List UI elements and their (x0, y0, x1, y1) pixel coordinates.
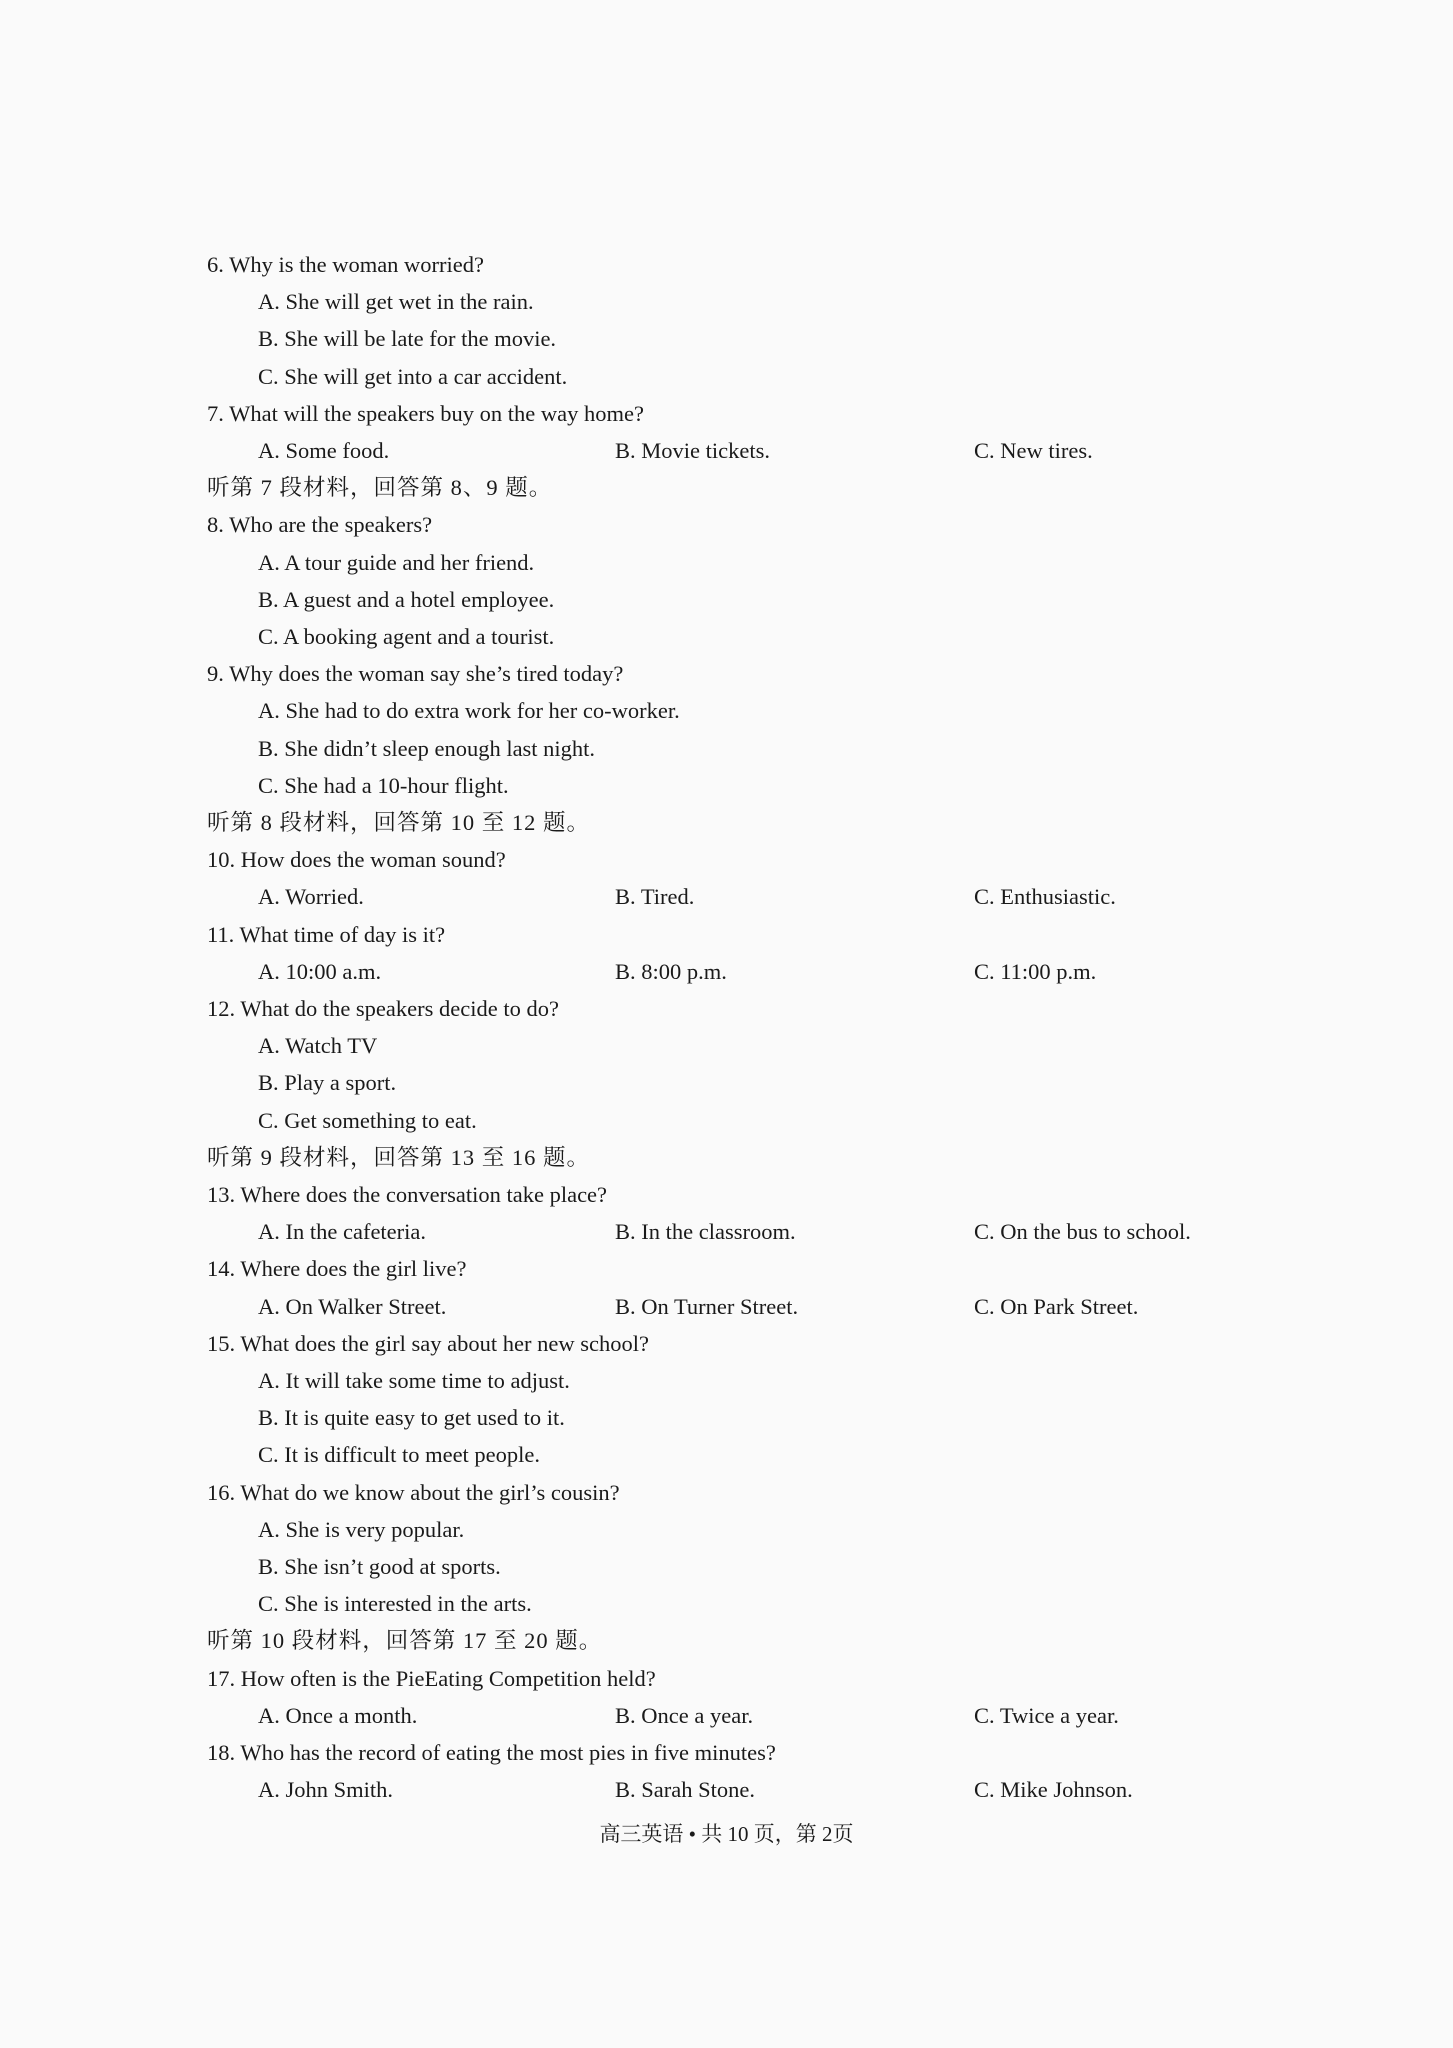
section-instruction: 听第 9 段材料，回答第 13 至 16 题。 (207, 1144, 591, 1170)
answer-option-a: A. On Walker Street. (258, 1293, 447, 1319)
answer-option: C. Get something to eat. (258, 1107, 477, 1133)
question-stem: 14. Where does the girl live? (207, 1256, 467, 1282)
answer-option-b: B. Sarah Stone. (615, 1777, 755, 1803)
section-instruction: 听第 8 段材料，回答第 10 至 12 题。 (207, 810, 591, 835)
question-stem: 16. What do we know about the girl’s cousin? (207, 1479, 620, 1505)
answer-option-a: A. 10:00 a.m. (258, 958, 382, 984)
answer-option: B. She will be late for the movie. (258, 326, 557, 352)
answer-option-c: C. Twice a year. (974, 1702, 1119, 1728)
answer-option: A. A tour guide and her friend. (258, 549, 535, 575)
question-stem: 9. Why does the woman say she’s tired today? (207, 661, 624, 687)
answer-option-a: A. In the cafeteria. (258, 1219, 427, 1245)
question-stem: 12. What do the speakers decide to do? (207, 996, 559, 1021)
question-stem: 15. What does the girl say about her new school? (207, 1330, 649, 1356)
answer-option-b: B. Movie tickets. (615, 438, 770, 463)
answer-option: B. Play a sport. (258, 1070, 397, 1096)
answer-option-b: B. 8:00 p.m. (615, 958, 727, 984)
answer-option: B. She isn’t good at sports. (258, 1554, 501, 1579)
answer-option: A. It will take some time to adjust. (258, 1368, 570, 1393)
answer-option-c: C. New tires. (974, 438, 1093, 463)
section-instruction: 听第 10 段材料，回答第 17 至 20 题。 (207, 1628, 603, 1654)
answer-option-a: A. Worried. (258, 884, 364, 910)
section-instruction: 听第 7 段材料，回答第 8、9 题。 (207, 475, 553, 501)
question-stem: 8. Who are the speakers? (207, 512, 433, 538)
page-footer: 高三英语 • 共 10 页，第 2页 (599, 1822, 854, 1846)
answer-option-b: B. On Turner Street. (615, 1293, 799, 1319)
answer-option-b: B. Once a year. (615, 1702, 754, 1728)
question-stem: 13. Where does the conversation take place? (207, 1182, 608, 1207)
question-stem: 17. How often is the PieEating Competition held? (207, 1665, 656, 1691)
answer-option-c: C. Mike Johnson. (974, 1777, 1133, 1803)
answer-option: B. A guest and a hotel employee. (258, 586, 555, 612)
answer-option: A. She had to do extra work for her co-worker. (258, 698, 680, 724)
answer-option: C. She will get into a car accident. (258, 363, 568, 389)
answer-option-a: A. Some food. (258, 438, 390, 463)
answer-option: C. A booking agent and a tourist. (258, 624, 555, 649)
answer-option: A. Watch TV (258, 1033, 378, 1059)
question-stem: 7. What will the speakers buy on the way home? (207, 400, 644, 426)
question-stem: 10. How does the woman sound? (207, 847, 506, 873)
question-stem: 6. Why is the woman worried? (207, 252, 485, 277)
answer-option: C. She had a 10-hour flight. (258, 772, 509, 798)
answer-option: C. She is interested in the arts. (258, 1591, 532, 1617)
answer-option: C. It is difficult to meet people. (258, 1442, 541, 1468)
answer-option: A. She will get wet in the rain. (258, 289, 534, 315)
answer-option: B. It is quite easy to get used to it. (258, 1405, 565, 1431)
answer-option-a: A. Once a month. (258, 1702, 418, 1728)
answer-option-c: C. On the bus to school. (974, 1219, 1191, 1245)
answer-option: B. She didn’t sleep enough last night. (258, 735, 596, 761)
question-stem: 11. What time of day is it? (207, 921, 446, 947)
answer-option-c: C. Enthusiastic. (974, 884, 1116, 910)
answer-option-c: C. On Park Street. (974, 1293, 1139, 1319)
question-stem: 18. Who has the record of eating the most pies in five minutes? (207, 1740, 776, 1765)
answer-option: A. She is very popular. (258, 1516, 465, 1542)
answer-option-a: A. John Smith. (258, 1777, 394, 1803)
answer-option-b: B. Tired. (615, 884, 695, 910)
answer-option-c: C. 11:00 p.m. (974, 958, 1097, 984)
answer-option-b: B. In the classroom. (615, 1219, 796, 1245)
